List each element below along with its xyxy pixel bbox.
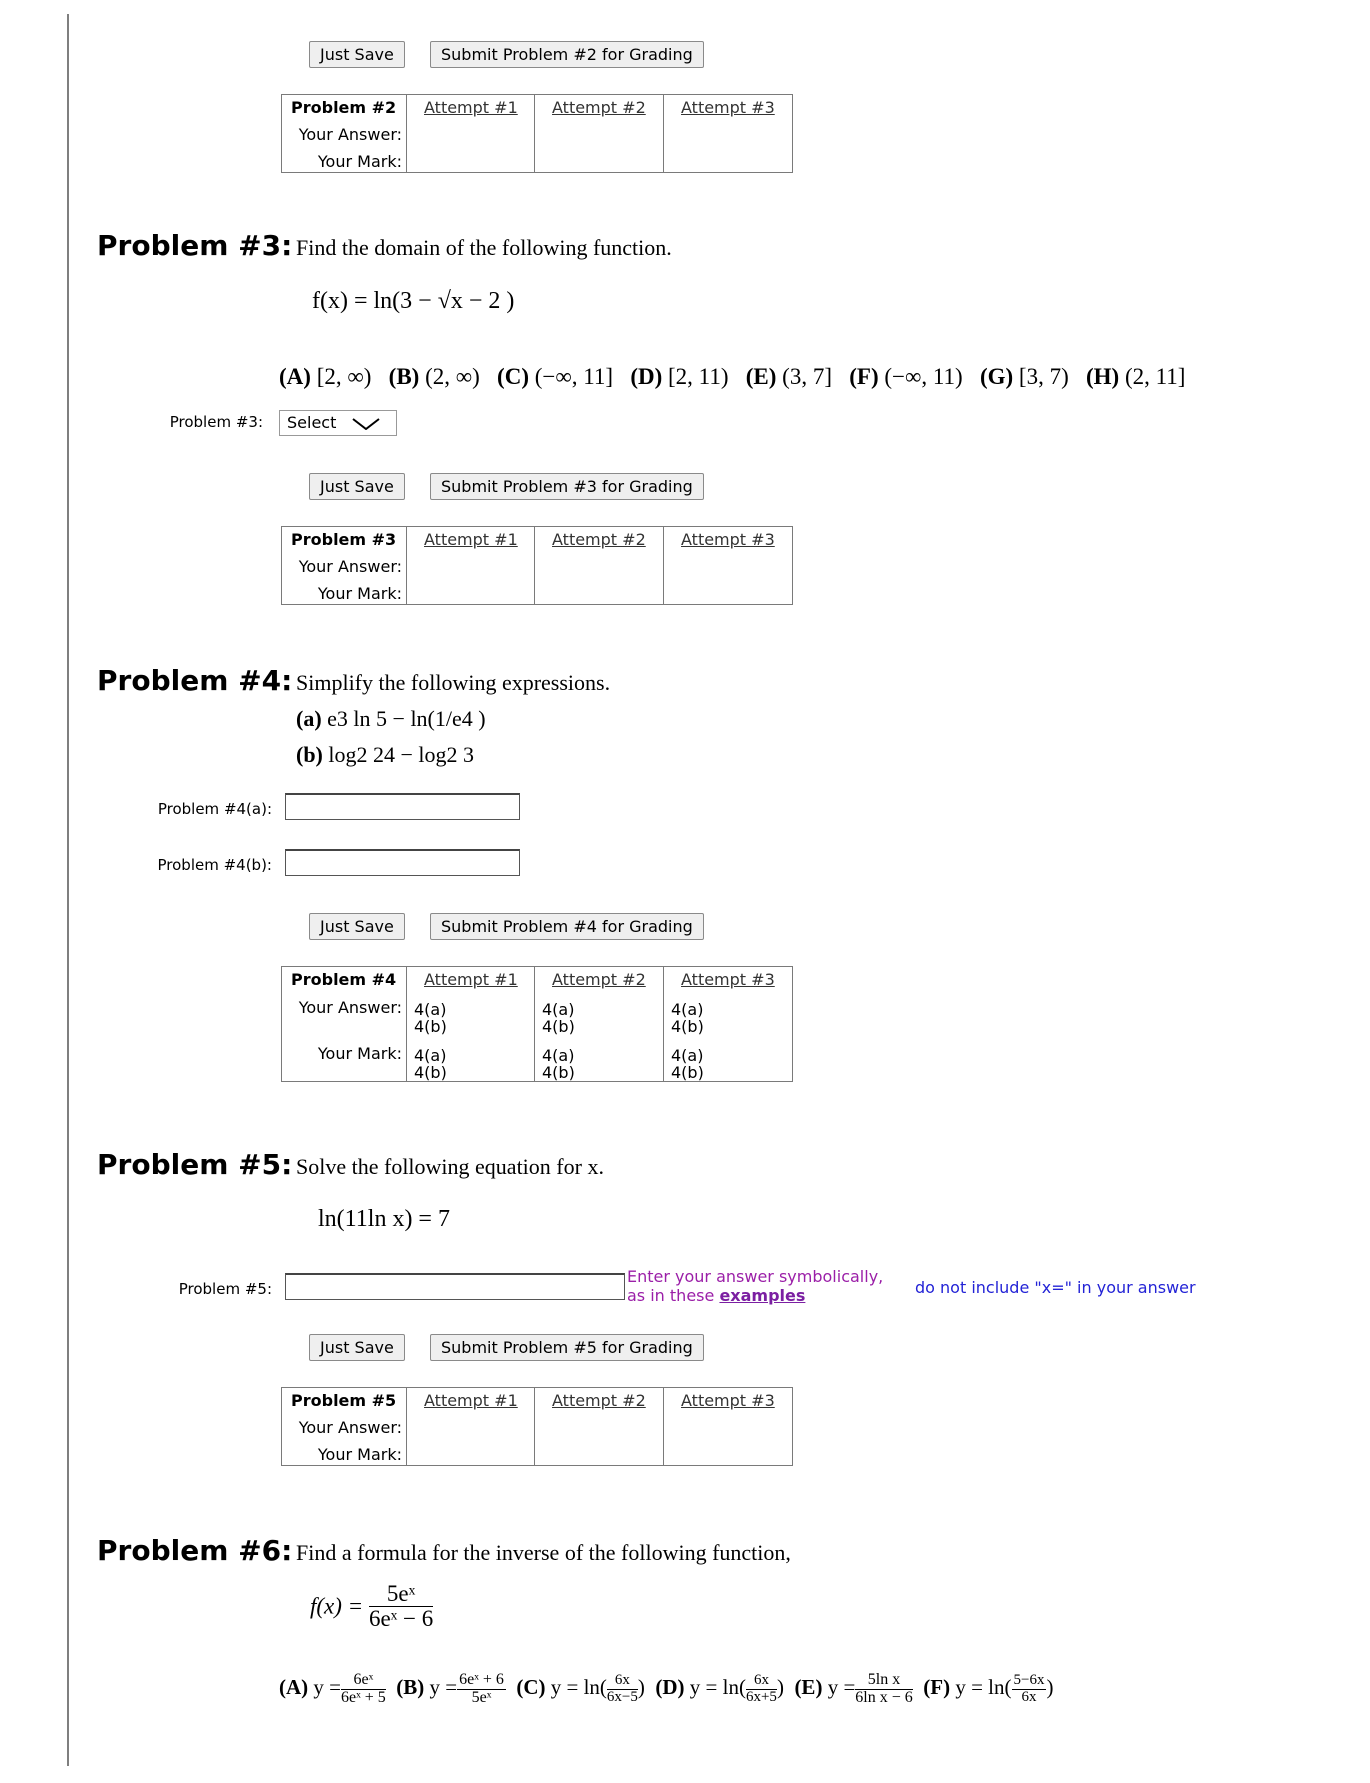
submit-p2-button[interactable]: Submit Problem #2 for Grading	[430, 41, 704, 68]
table-head: Problem #3	[291, 530, 397, 549]
your-mark-label: Your Mark:	[317, 152, 402, 171]
table-head: Problem #5	[291, 1391, 397, 1410]
format-note: do not include "x=" in your answer	[915, 1278, 1196, 1297]
problem-4a-label: Problem #4(a):	[157, 800, 272, 818]
mark-4a: 4(a)	[671, 1046, 704, 1065]
attempt-3-link[interactable]: Attempt #3	[681, 1391, 775, 1410]
choice-f: (F) y = ln( $\frac{5-6x}{6x}$ )	[923, 1672, 1054, 1705]
problem-4b-label: Problem #4(b):	[157, 856, 272, 874]
choice-d: (D) [2, 11)	[630, 364, 729, 389]
answer-4b: 4(b)	[542, 1017, 575, 1036]
answer-4a: 4(a)	[542, 1000, 575, 1019]
chevron-down-icon	[352, 418, 380, 430]
just-save-button-p4[interactable]: Just Save	[309, 913, 405, 940]
your-mark-label: Your Mark:	[317, 584, 402, 603]
problem-3-label: Problem #3:	[169, 413, 263, 431]
your-answer-label: Your Answer:	[298, 1418, 402, 1437]
problem-4b-input[interactable]	[285, 849, 520, 876]
problem-5-description: Solve the following equation for x.	[296, 1154, 604, 1179]
just-save-button-p3[interactable]: Just Save	[309, 473, 405, 500]
choice-d: (D) y = ln( $\frac{6x}{6x+5}$ )	[655, 1672, 784, 1705]
problem-4a-input[interactable]	[285, 793, 520, 820]
problem-5-label: Problem #5:	[178, 1280, 272, 1298]
problem-4-part-a: (a) e3 ln 5 − ln(1/e4 )	[296, 706, 486, 731]
submit-p4-button[interactable]: Submit Problem #4 for Grading	[430, 913, 704, 940]
hint-line-2: as in these	[627, 1286, 715, 1305]
attempts-table-p4	[281, 966, 793, 1082]
answer-4a: 4(a)	[414, 1000, 447, 1019]
answer-4a: 4(a)	[671, 1000, 704, 1019]
mark-4a: 4(a)	[414, 1046, 447, 1065]
attempts-table-p2	[281, 94, 793, 173]
problem-5-equation: ln(11ln x) = 7	[318, 1206, 450, 1232]
attempt-2-link[interactable]: Attempt #2	[552, 98, 646, 117]
attempt-1-link[interactable]: Attempt #1	[424, 970, 518, 989]
problem-4-description: Simplify the following expressions.	[296, 670, 611, 695]
table-head: Problem #2	[291, 98, 397, 117]
choice-b: (B) y = $\frac{\text{6eˣ + 6}}{\text{5eˣ}}$	[396, 1671, 504, 1706]
problem-6-description: Find a formula for the inverse of the following function,	[296, 1540, 791, 1565]
attempts-table-p3	[281, 526, 793, 605]
attempt-2-link[interactable]: Attempt #2	[552, 530, 646, 549]
problem-3-description: Find the domain of the following function.	[296, 235, 672, 260]
choice-e: (E) y = $\frac{\text{5ln x}}{\text{6ln x − 6}}$	[794, 1671, 913, 1706]
attempt-1-link[interactable]: Attempt #1	[424, 98, 518, 117]
your-answer-label: Your Answer:	[298, 125, 402, 144]
problem-4-part-b: (b) log2 24 − log2 3	[296, 742, 475, 767]
problem-5-input[interactable]	[285, 1273, 625, 1300]
table-head: Problem #4	[291, 970, 397, 989]
submit-p5-button[interactable]: Submit Problem #5 for Grading	[430, 1334, 704, 1361]
attempt-3-link[interactable]: Attempt #3	[681, 970, 775, 989]
left-margin-line	[67, 14, 69, 1766]
answer-4b: 4(b)	[671, 1017, 704, 1036]
choice-a: (A) [2, ∞)	[279, 364, 372, 389]
symbolic-hint	[627, 1267, 883, 1305]
select-value: Select	[287, 413, 337, 432]
just-save-button-p5[interactable]: Just Save	[309, 1334, 405, 1361]
choice-g: (G) [3, 7)	[979, 364, 1069, 389]
choice-f: (F) (−∞, 11)	[849, 364, 963, 389]
attempt-2-link[interactable]: Attempt #2	[552, 970, 646, 989]
choice-c: (C) y = ln( $\frac{6x}{6x-5}$ )	[516, 1672, 645, 1705]
attempt-1-link[interactable]: Attempt #1	[424, 530, 518, 549]
problem-3-title: Problem #3:	[97, 229, 293, 262]
choice-h: (H) (2, 11]	[1086, 364, 1186, 389]
your-answer-label: Your Answer:	[298, 557, 402, 576]
problem-6-title: Problem #6:	[97, 1534, 293, 1567]
choice-b: (B) (2, ∞)	[388, 364, 480, 389]
hint-line-1: Enter your answer symbolically,	[627, 1267, 884, 1286]
attempt-3-link[interactable]: Attempt #3	[681, 530, 775, 549]
problem-5-title: Problem #5:	[97, 1148, 293, 1181]
answer-4b: 4(b)	[414, 1017, 447, 1036]
problem-6-choices	[279, 1672, 1053, 1707]
attempts-table-p5	[281, 1387, 793, 1466]
mark-4b: 4(b)	[542, 1063, 575, 1082]
attempt-2-link[interactable]: Attempt #2	[552, 1391, 646, 1410]
choice-c: (C) (−∞, 11]	[497, 364, 614, 389]
your-mark-label: Your Mark:	[317, 1044, 402, 1063]
problem-3-function: f(x) = ln(3 − √x − 2 )	[312, 288, 515, 314]
your-mark-label: Your Mark:	[317, 1445, 402, 1464]
mark-4b: 4(b)	[671, 1063, 704, 1082]
examples-link[interactable]: examples	[719, 1286, 806, 1305]
problem-6-function: f(x) = $\frac{\text{5eˣ}}{\text{6eˣ − 6}}$	[310, 1581, 434, 1632]
choice-e: (E) (3, 7]	[745, 364, 832, 389]
choice-a: (A) y = $\frac{\text{6eˣ}}{\text{6eˣ + 5}}$	[279, 1671, 386, 1706]
problem-3-select[interactable]	[279, 410, 397, 436]
your-answer-label: Your Answer:	[298, 998, 402, 1017]
problem-4-title: Problem #4:	[97, 664, 293, 697]
submit-p3-button[interactable]: Submit Problem #3 for Grading	[430, 473, 704, 500]
mark-4a: 4(a)	[542, 1046, 575, 1065]
mark-4b: 4(b)	[414, 1063, 447, 1082]
attempt-3-link[interactable]: Attempt #3	[681, 98, 775, 117]
attempt-1-link[interactable]: Attempt #1	[424, 1391, 518, 1410]
just-save-button-p2[interactable]: Just Save	[309, 41, 405, 68]
problem-3-choices	[279, 364, 1185, 390]
